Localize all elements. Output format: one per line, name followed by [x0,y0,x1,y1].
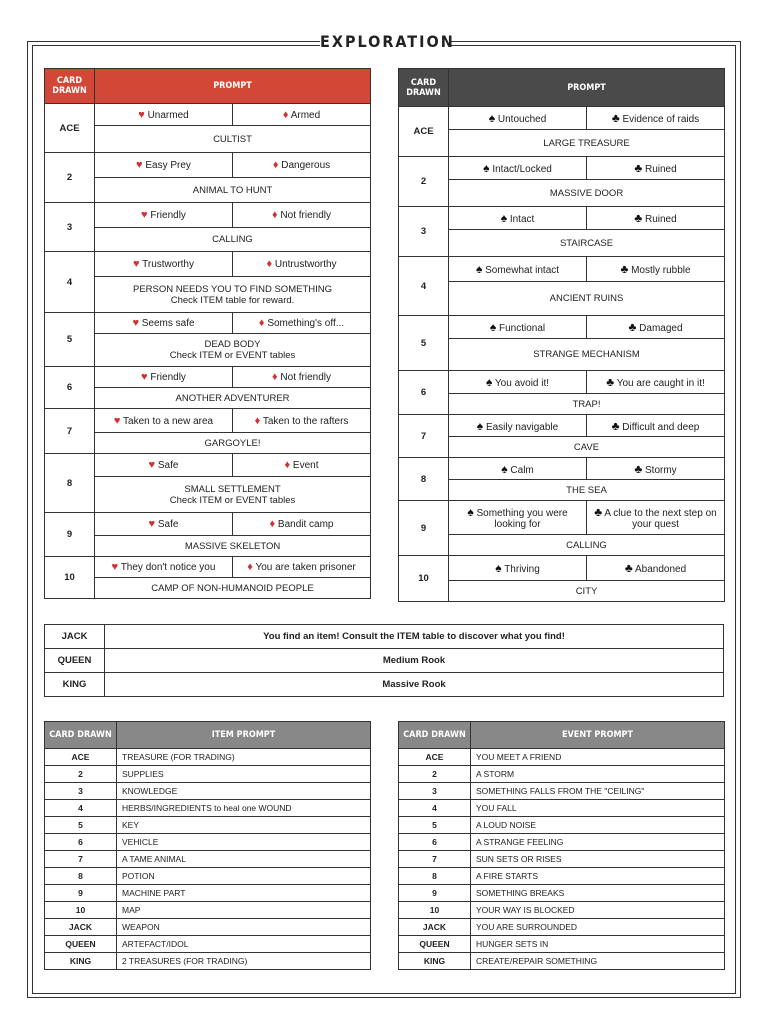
right-prompt-table [398,68,725,602]
club-icon: ♣ [611,111,620,125]
option-club [587,107,725,130]
option-diamond [233,513,371,536]
heart-icon: ♥ [148,518,156,530]
option-diamond [233,313,371,334]
event-value: CREATE/REPAIR SOMETHING [471,953,725,970]
table-row [45,673,724,697]
option-label: Calm [510,464,534,476]
item-table [44,721,371,970]
card-drawn-header: CARD DRAWN [45,722,117,749]
event-value: SUN SETS OR RISES [471,851,725,868]
club-icon: ♣ [634,211,643,225]
option-label: Not friendly [280,210,331,221]
prompt-description [95,277,371,313]
card-value: 9 [399,501,449,556]
card-value: QUEEN [45,936,117,953]
card-value: 2 [45,766,117,783]
card-value: QUEEN [399,936,471,953]
card-value: JACK [45,625,105,649]
option-diamond [233,203,371,228]
club-icon: ♣ [594,505,603,519]
option-diamond [233,557,371,578]
prompt-header: PROMPT [95,69,371,104]
item-value: 2 TREASURES (FOR TRADING) [117,953,371,970]
option-club [587,157,725,180]
diamond-icon: ♦ [247,561,253,573]
spade-icon: ♠ [476,418,484,433]
table-row [399,800,725,817]
card-value: 2 [399,766,471,783]
prompt-description: CALLING [449,535,725,556]
option-label: A clue to the next step on your quest [604,508,717,530]
prompt-description: ANCIENT RUINS [449,282,725,316]
option-label: Untrustworthy [274,259,337,270]
table-row [45,557,371,578]
prompt-note: Check ITEM or EVENT tables [169,494,296,506]
option-label: Friendly [150,372,186,383]
card-value: 3 [399,207,449,257]
prompt-note: Check ITEM or EVENT tables [169,350,296,361]
diamond-icon: ♦ [266,258,273,270]
item-prompt-header: ITEM PROMPT [117,722,371,749]
option-label: Ruined [644,164,677,175]
option-diamond [233,252,371,277]
table-row [45,454,371,477]
table-row [45,936,371,953]
diamond-icon: ♦ [272,371,278,383]
club-icon: ♣ [606,375,615,389]
option-spade [449,157,587,180]
table-row [45,513,371,536]
card-value: 3 [45,203,95,252]
option-label: Not friendly [280,372,331,383]
prompt-title: ANOTHER ADVENTURER [175,392,290,404]
option-club [587,316,725,339]
prompt-title: GARGOYLE! [204,437,261,449]
item-value: TREASURE (FOR TRADING) [117,749,371,766]
table-row [45,409,371,433]
card-drawn-header: CARD DRAWN [399,722,471,749]
option-label: Difficult and deep [622,421,700,433]
spade-icon: ♠ [485,375,493,389]
option-label: Safe [157,519,179,530]
left-prompt-table [44,68,371,599]
event-prompt-header: EVENT PROMPT [471,722,725,749]
table-row [45,649,724,673]
club-icon: ♣ [620,262,629,276]
option-heart [95,313,233,334]
card-value: ACE [399,107,449,157]
option-label: You are caught in it! [616,378,705,389]
prompt-description [95,578,371,599]
spade-icon: ♠ [495,561,502,575]
option-heart [95,513,233,536]
face-card-result: Massive Rook [105,673,724,697]
option-diamond [233,367,371,388]
card-value: 7 [399,851,471,868]
table-row [45,851,371,868]
option-spade [449,371,587,394]
diamond-icon: ♦ [254,414,261,427]
item-value: MACHINE PART [117,885,371,902]
option-label: Dangerous [281,160,331,171]
table-row [399,885,725,902]
event-value: HUNGER SETS IN [471,936,725,953]
item-value: WEAPON [117,919,371,936]
table-row [45,313,371,334]
heart-icon: ♥ [136,159,143,171]
card-value: 4 [45,800,117,817]
table-row [45,203,371,228]
event-value: SOMETHING BREAKS [471,885,725,902]
table-row [399,936,725,953]
diamond-icon: ♦ [282,108,289,121]
table-row [399,902,725,919]
face-card-result: Medium Rook [105,649,724,673]
table-row [45,834,371,851]
option-label: Damaged [639,323,683,334]
option-label: Evidence of raids [622,114,700,125]
spade-icon: ♠ [501,461,508,476]
prompt-description [95,334,371,367]
diamond-icon: ♦ [272,159,279,171]
prompt-description: MASSIVE DOOR [449,180,725,207]
table-row [399,783,725,800]
option-label: Mostly rubble [631,265,691,276]
item-value: MAP [117,902,371,919]
card-value: 5 [399,316,449,371]
card-value: 6 [45,367,95,409]
event-value: A FIRE STARTS [471,868,725,885]
prompt-title: ANIMAL TO HUNT [192,184,273,196]
event-value: A STRANGE FEELING [471,834,725,851]
club-icon: ♣ [634,161,643,175]
card-value: ACE [45,104,95,153]
prompt-description: TRAP! [449,394,725,415]
table-row [45,817,371,834]
option-heart [95,557,233,578]
card-value: 9 [399,885,471,902]
option-label: Seems safe [141,318,195,329]
card-value: 8 [45,454,95,513]
prompt-title: MASSIVE SKELETON [184,540,281,552]
heart-icon: ♥ [132,317,139,329]
option-spade [449,207,587,230]
prompt-title: PERSON NEEDS YOU TO FIND SOMETHING [133,283,333,295]
table-row [45,885,371,902]
option-spade [449,257,587,282]
table-row [399,107,725,130]
heart-icon: ♥ [141,371,148,383]
prompt-description: STRANGE MECHANISM [449,339,725,371]
card-value: JACK [399,919,471,936]
prompt-description [95,388,371,409]
card-value: 5 [399,817,471,834]
spade-icon: ♠ [467,505,474,519]
option-club [587,257,725,282]
prompt-description: THE SEA [449,480,725,501]
club-icon: ♣ [628,320,637,334]
item-value: ARTEFACT/IDOL [117,936,371,953]
option-spade [449,556,587,581]
option-spade [449,107,587,130]
card-value: 10 [45,902,117,919]
table-row [45,953,371,970]
face-card-result: You find an item! Consult the ITEM table to discover what you find! [105,625,724,649]
heart-icon: ♥ [138,108,145,121]
card-value: 9 [45,513,95,557]
card-value: 7 [45,851,117,868]
card-value: JACK [45,919,117,936]
prompt-title: CAMP OF NON-HUMANOID PEOPLE [151,582,314,594]
option-spade [449,415,587,437]
option-club [587,207,725,230]
event-table [398,721,725,970]
option-label: Stormy [645,464,677,476]
option-heart [95,153,233,178]
table-row [45,902,371,919]
table-row [45,104,371,126]
table-row [45,868,371,885]
card-value: KING [45,953,117,970]
club-icon: ♣ [611,418,620,433]
option-label: Bandit camp [277,519,334,530]
option-label: Intact/Locked [492,164,552,175]
table-row [45,252,371,277]
item-value: KNOWLEDGE [117,783,371,800]
face-card-table [44,624,724,697]
option-club [587,371,725,394]
option-heart [95,409,233,433]
table-row [45,749,371,766]
option-heart [95,104,233,126]
card-value: ACE [45,749,117,766]
item-value: KEY [117,817,371,834]
option-label: Unarmed [147,109,189,121]
table-row [399,415,725,437]
event-value: SOMETHING FALLS FROM THE "CEILING" [471,783,725,800]
prompt-header: PROMPT [449,69,725,107]
option-label: Intact [509,214,535,225]
option-label: Taken to the rafters [262,415,349,427]
table-row [399,868,725,885]
option-label: Abandoned [634,564,687,575]
option-label: Safe [157,460,179,471]
event-value: YOU ARE SURROUNDED [471,919,725,936]
card-value: 4 [45,252,95,313]
card-value: 5 [45,313,95,367]
card-value: 2 [45,153,95,203]
prompt-title: CALLING [212,234,253,245]
club-icon: ♣ [634,461,643,476]
option-label: Untouched [497,114,547,125]
card-value: 6 [45,834,117,851]
card-value: 2 [399,157,449,207]
spade-icon: ♠ [500,211,508,225]
option-label: Ruined [644,214,677,225]
card-value: 10 [45,557,95,599]
event-value: A STORM [471,766,725,783]
prompt-description: CITY [449,581,725,602]
card-value: 6 [399,371,449,415]
option-heart [95,454,233,477]
table-row [45,766,371,783]
heart-icon: ♥ [141,209,148,221]
diamond-icon: ♦ [269,518,276,530]
card-value: 8 [45,868,117,885]
option-diamond [233,104,371,126]
card-drawn-header: CARD DRAWN [45,69,95,104]
card-value: 8 [399,458,449,501]
table-row [399,834,725,851]
option-label: Trustworthy [142,259,194,270]
table-row [399,207,725,230]
prompt-description [95,228,371,252]
spade-icon: ♠ [489,320,497,334]
heart-icon: ♥ [113,414,121,427]
card-value: 8 [399,868,471,885]
card-value: 4 [399,800,471,817]
option-diamond [233,454,371,477]
card-value: 3 [45,783,117,800]
option-club [587,458,725,480]
option-club [587,501,725,535]
table-row [399,766,725,783]
prompt-title: SMALL SETTLEMENT [184,483,281,495]
spade-icon: ♠ [483,161,490,175]
heart-icon: ♥ [148,459,156,471]
card-value: 6 [399,834,471,851]
spade-icon: ♠ [488,111,496,125]
table-row [399,458,725,480]
spade-icon: ♠ [475,262,483,276]
option-diamond [233,153,371,178]
option-heart [95,203,233,228]
table-row [399,817,725,834]
prompt-description [95,536,371,557]
table-row [399,953,725,970]
table-row [45,625,724,649]
prompt-title: CULTIST [213,133,252,145]
prompt-description [95,433,371,454]
prompt-description [95,178,371,203]
option-heart [95,367,233,388]
card-value: KING [399,953,471,970]
item-value: VEHICLE [117,834,371,851]
option-label: Somewhat intact [485,265,560,276]
table-row [399,257,725,282]
card-value: 4 [399,257,449,316]
table-row [399,501,725,535]
heart-icon: ♥ [111,561,119,573]
table-row [399,749,725,766]
page-title: EXPLORATION [320,32,455,51]
club-icon: ♣ [624,561,633,575]
option-heart [95,252,233,277]
diamond-icon: ♦ [258,317,265,329]
event-value: YOU FALL [471,800,725,817]
event-value: YOU MEET A FRIEND [471,749,725,766]
option-label: Thriving [504,564,540,575]
prompt-note: Check ITEM table for reward. [170,294,295,306]
prompt-description: LARGE TREASURE [449,130,725,157]
prompt-title: DEAD BODY [204,339,261,350]
card-value: 5 [45,817,117,834]
option-label: Event [292,460,319,471]
option-spade [449,316,587,339]
option-spade [449,458,587,480]
table-row [399,556,725,581]
item-value: A TAME ANIMAL [117,851,371,868]
prompt-description: STAIRCASE [449,230,725,257]
option-label: Friendly [150,210,186,221]
card-value: 3 [399,783,471,800]
option-label: Functional [499,323,546,334]
option-spade [449,501,587,535]
option-label: Something you were looking for [476,508,568,530]
table-row [45,153,371,178]
table-row [45,800,371,817]
diamond-icon: ♦ [284,459,291,471]
table-row [45,919,371,936]
option-label: Something's off... [267,318,345,329]
table-row [399,919,725,936]
card-value: 9 [45,885,117,902]
option-label: Easily navigable [485,421,559,433]
table-row [399,157,725,180]
card-value: KING [45,673,105,697]
table-row [399,316,725,339]
option-label: You avoid it! [494,378,550,389]
table-row [45,367,371,388]
option-label: You are taken prisoner [255,562,356,573]
item-value: SUPPLIES [117,766,371,783]
card-value: QUEEN [45,649,105,673]
diamond-icon: ♦ [272,209,278,221]
card-value: ACE [399,749,471,766]
table-row [399,851,725,868]
heart-icon: ♥ [132,258,140,270]
option-club [587,415,725,437]
option-label: Armed [290,109,321,121]
card-drawn-header: CARD DRAWN [399,69,449,107]
table-row [45,783,371,800]
prompt-description: CAVE [449,437,725,458]
item-value: HERBS/INGREDIENTS to heal one WOUND [117,800,371,817]
table-row [399,371,725,394]
option-label: They don't notice you [120,562,216,573]
item-value: POTION [117,868,371,885]
option-label: Easy Prey [145,160,191,171]
option-label: Taken to a new area [123,415,214,427]
event-value: A LOUD NOISE [471,817,725,834]
card-value: 10 [399,902,471,919]
prompt-description [95,477,371,513]
prompt-description [95,126,371,153]
card-value: 7 [45,409,95,454]
option-diamond [233,409,371,433]
card-value: 10 [399,556,449,602]
event-value: YOUR WAY IS BLOCKED [471,902,725,919]
card-value: 7 [399,415,449,458]
option-club [587,556,725,581]
